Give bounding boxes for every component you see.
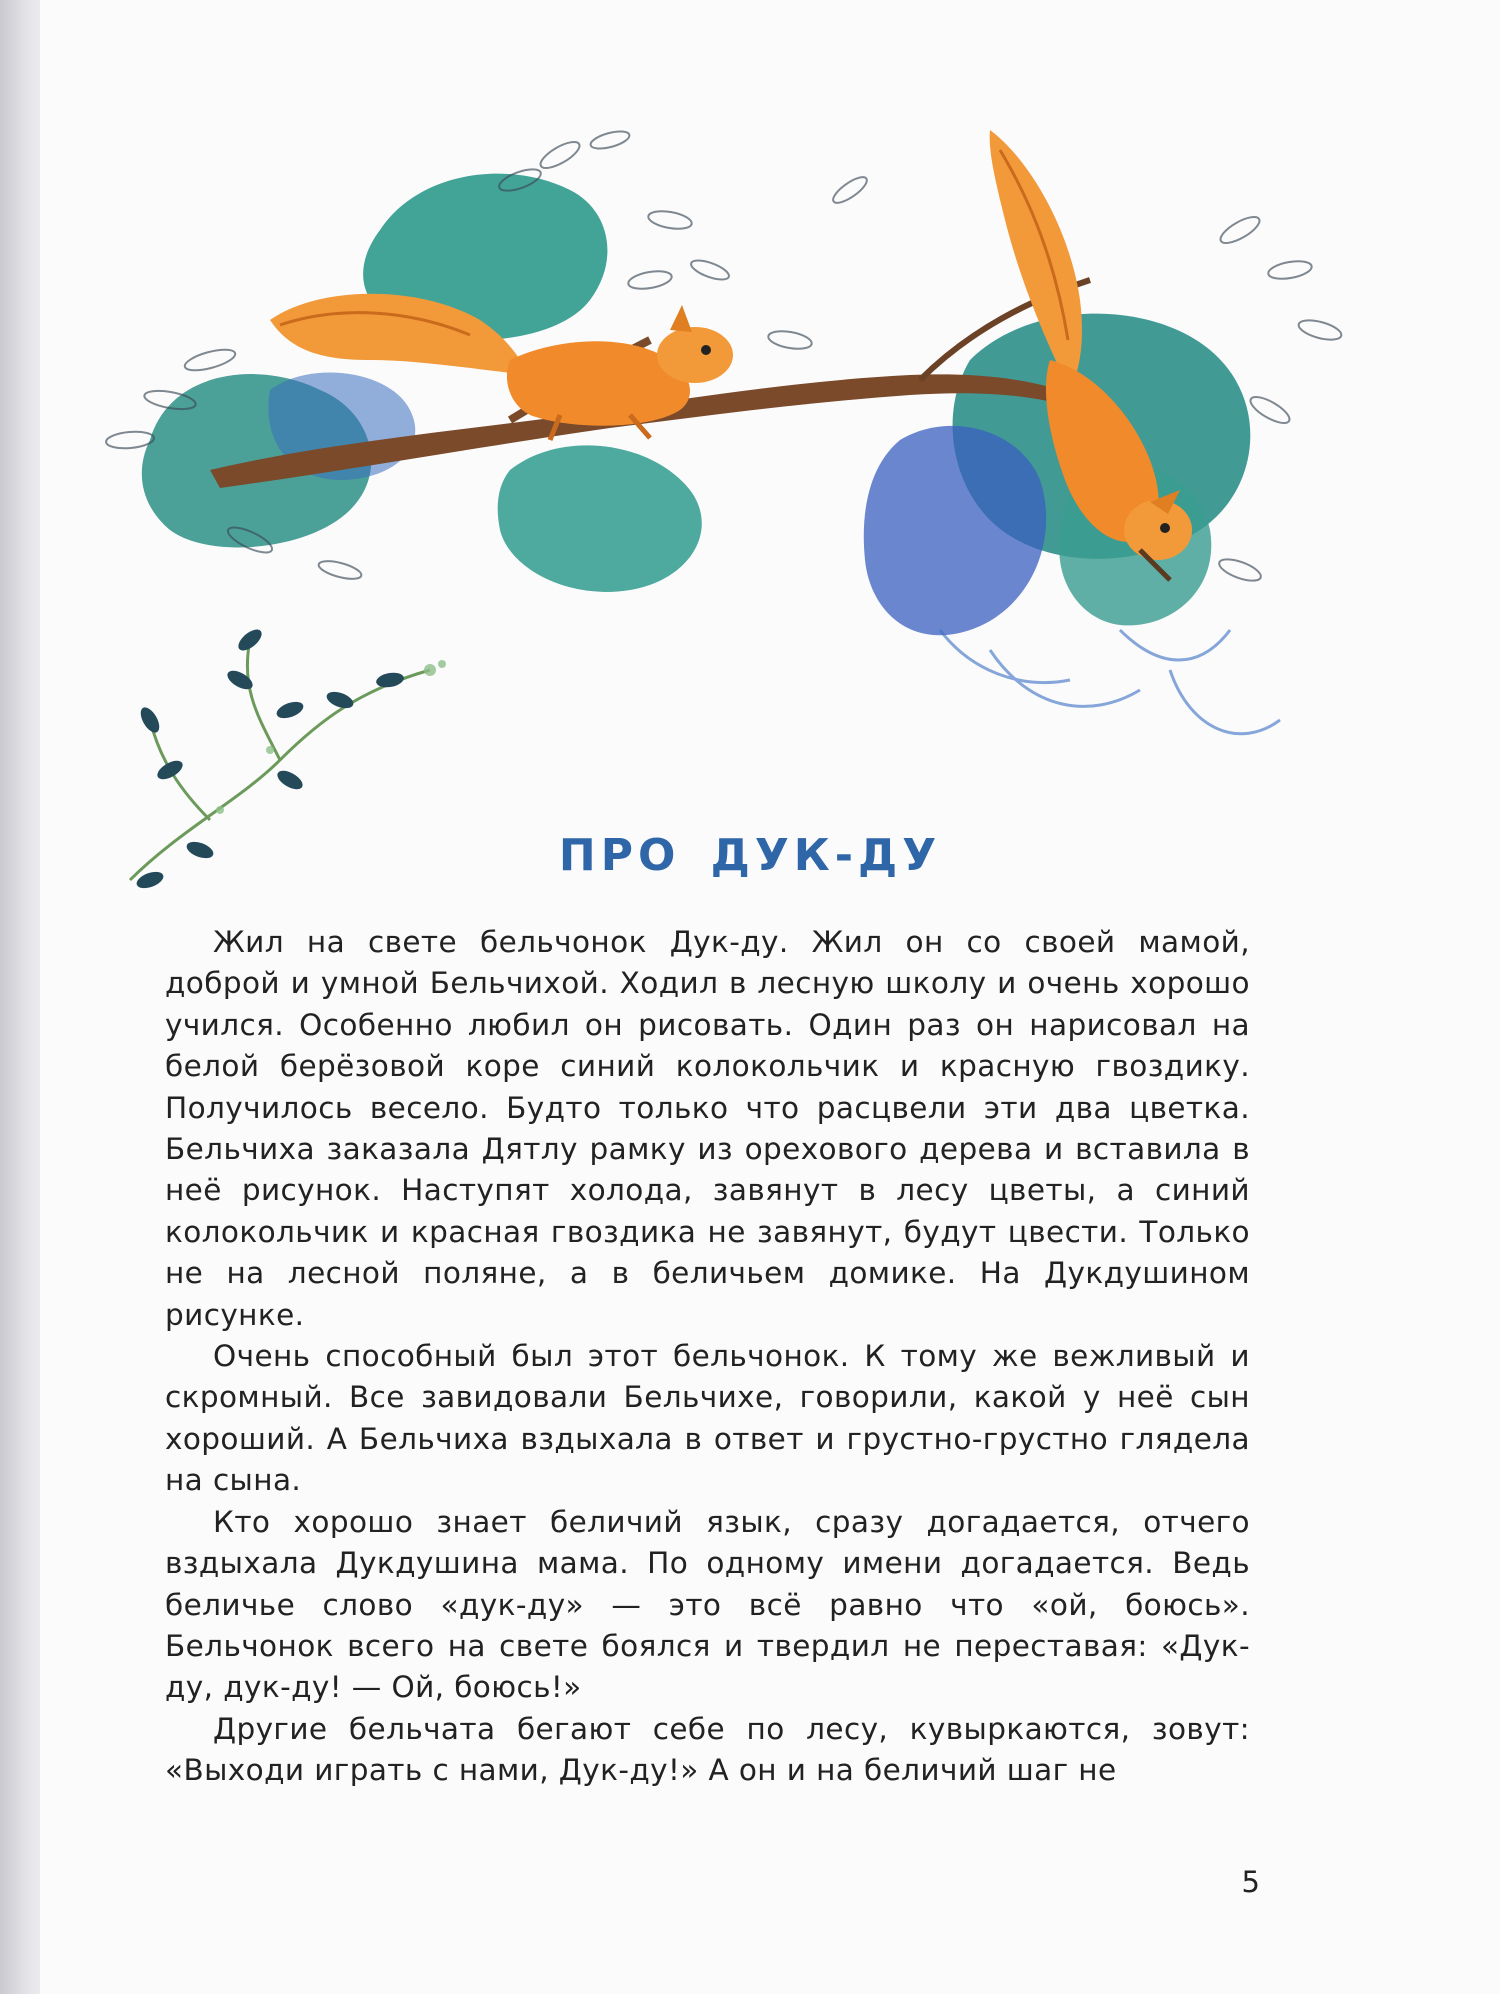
blue-brush-strokes bbox=[940, 630, 1280, 734]
page-number: 5 bbox=[1241, 1865, 1260, 1899]
paragraph: Другие бельчата бегают себе по лесу, кувыркаются, зовут: «Выходи играть с нами, Дук-ду!» А он и на беличий шаг не bbox=[165, 1711, 1250, 1788]
paragraph: Кто хорошо знает беличий язык, сразу догадается, отчего вздыхала Дукдушина мама. По одному имени догадается. Ведь беличье слово «дук-ду» — это всё равно что «ой, боюсь». Бельчонок всего на свете боялся и твердил не переставая: «Дук-ду, дук-ду! — Ой, боюсь!» bbox=[165, 1504, 1250, 1705]
paragraph: Очень способный был этот бельчонок. К тому же вежливый и скромный. Все завидовали Бельчихе, говорили, какой у неё сын хороший. А Бельчиха вздыхала в ответ и грустно-грустно глядела на сына. bbox=[165, 1339, 1250, 1498]
story-body bbox=[165, 922, 1250, 1792]
paragraph: Жил на свете бельчонок Дук-ду. Жил он со своей мамой, доброй и умной Бельчихой. Ходил в лесную школу и очень хорошо учился. Особенно любил он рисовать. Один раз он нарисовал на белой берёзовой коре синий колокольчик и красную гвоздику. Получилось весело. Будто только что расцвели эти два цветка. Бельчиха заказала Дятлу рамку из орехового дерева и вставила в неё рисунок. Наступят холода, завянут в лесу цветы, а синий колокольчик и красная гвоздика не завянут, будут цвести. Только не на лесной поляне, а в беличьем домике. На Дукдушином рисунке. bbox=[165, 925, 1250, 1332]
story-title: ПРО ДУК-ДУ bbox=[558, 830, 942, 881]
